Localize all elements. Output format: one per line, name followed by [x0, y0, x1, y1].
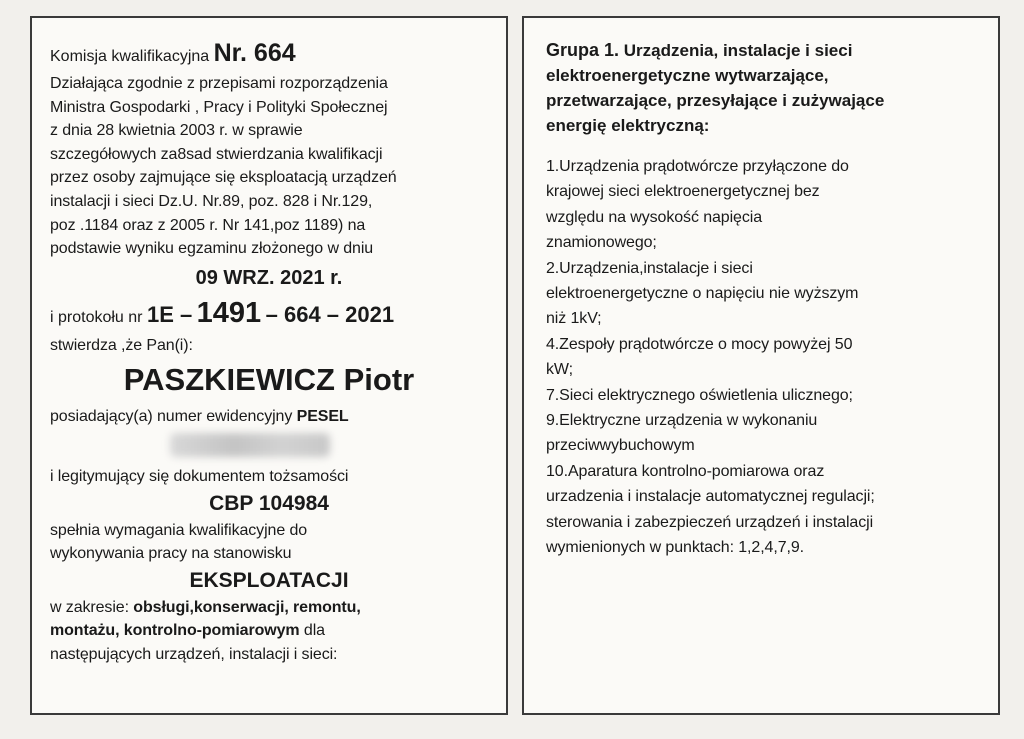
group-item-line: sterowania i zabezpieczeń urządzeń i instalacji: [546, 513, 874, 531]
scope-bold-2: montażu, kontrolno-pomiarowym: [50, 622, 300, 640]
legal-basis-text: [50, 72, 488, 261]
id-document-line: i legitymujący się dokumentem tożsamości: [50, 467, 349, 485]
scope-prefix: w zakresie:: [50, 598, 129, 616]
group-title-line: przetwarzające, przesyłające i zużywające: [546, 91, 885, 110]
commission-number: Nr. 664: [213, 39, 296, 67]
pesel-row: [50, 405, 488, 429]
id-document-number: CBP 104984: [209, 491, 329, 515]
group-item-line: względu na wysokość napięcia: [546, 208, 762, 226]
group-items-list: [546, 154, 974, 561]
group-item-line: 2.Urządzenia,instalacje i sieci: [546, 259, 753, 277]
group-item-line: 10.Aparatura kontrolno-pomiarowa oraz: [546, 462, 825, 480]
scope-line-2: [50, 619, 488, 643]
legal-basis-line: Działająca zgodnie z przepisami rozporządzenia: [50, 75, 388, 92]
commission-row: [50, 38, 488, 72]
states-line: stwierdza ,że Pan(i):: [50, 336, 193, 354]
group-item-line: 1.Urządzenia prądotwórcze przyłączone do: [546, 158, 849, 175]
group-item-line: niż 1kV;: [546, 310, 602, 328]
group-item-line: elektroenergetyczne o napięciu nie wyższym: [546, 285, 859, 303]
legal-basis-line: podstawie wyniku egzaminu złożonego w dniu: [50, 240, 374, 258]
group-item-line: znamionowego;: [546, 234, 657, 252]
legal-basis-line: przez osoby zajmujące się eksploatacją urządzeń: [50, 169, 397, 187]
exam-date: 09 WRZ. 2021 r.: [195, 266, 343, 289]
person-name: PASZKIEWICZ Piotr: [123, 362, 415, 398]
requirements-line: wykonywania pracy na stanowisku: [50, 545, 292, 563]
pesel-label: posiadający(a) numer ewidencyjny: [50, 408, 293, 426]
certificate-right-page: [522, 16, 1000, 715]
group-item-line: 9.Elektryczne urządzenia w wykonaniu: [546, 412, 818, 430]
scope-suffix: dla: [303, 622, 325, 640]
group-title-line: [546, 38, 974, 63]
group-label: Grupa 1.: [546, 40, 620, 60]
scope-bold-1: obsługi,konserwacji, remontu,: [133, 598, 361, 616]
pesel-redacted: [170, 433, 330, 457]
protocol-number-main: 1491: [196, 296, 262, 329]
group-item-line: 7.Sieci elektrycznego oświetlenia ulicznego;: [546, 386, 853, 404]
closing-line: następujących urządzeń, instalacji i sieci:: [50, 645, 338, 663]
group-item-line: kW;: [546, 361, 573, 379]
commission-label: Komisja kwalifikacyjna: [50, 48, 210, 65]
group-title-first: Urządzenia, instalacje i sieci: [623, 41, 853, 60]
group-title-line: energię elektryczną:: [546, 116, 710, 135]
legal-basis-line: szczegółowych za8sad stwierdzania kwalifikacji: [50, 145, 383, 163]
group-item-line: wymienionych w punktach: 1,2,4,7,9.: [546, 539, 804, 557]
protocol-label: i protokołu nr: [50, 308, 143, 326]
group-item-line: krajowej sieci elektroenergetycznej bez: [546, 183, 820, 201]
requirements-line: spełnia wymagania kwalifikacyjne do: [50, 521, 308, 539]
group-title-line: elektroenergetyczne wytwarzające,: [546, 66, 829, 85]
legal-basis-line: instalacji i sieci Dz.U. Nr.89, poz. 828 i Nr.129,: [50, 192, 373, 210]
protocol-number-suffix: – 664 – 2021: [265, 301, 395, 327]
protocol-number-prefix: 1E –: [146, 301, 193, 327]
group-item-line: 4.Zespoły prądotwórcze o mocy powyżej 50: [546, 335, 853, 353]
scope-line-1: [50, 596, 488, 620]
group-heading: [546, 38, 974, 138]
group-item-line: urzadzenia i instalacje automatycznej regulacji;: [546, 488, 875, 506]
group-item-line: przeciwwybuchowym: [546, 437, 695, 455]
legal-basis-line: Ministra Gospodarki , Pracy i Polityki Społecznej: [50, 98, 388, 116]
certificate-left-page: [30, 16, 508, 715]
pesel-word: PESEL: [296, 408, 349, 426]
legal-basis-line: poz .1184 oraz z 2005 r. Nr 141,poz 1189) na: [50, 216, 366, 234]
protocol-row: [50, 297, 488, 334]
position-name: EKSPLOATACJI: [189, 568, 349, 592]
legal-basis-line: z dnia 28 kwietnia 2003 r. w sprawie: [50, 122, 303, 140]
